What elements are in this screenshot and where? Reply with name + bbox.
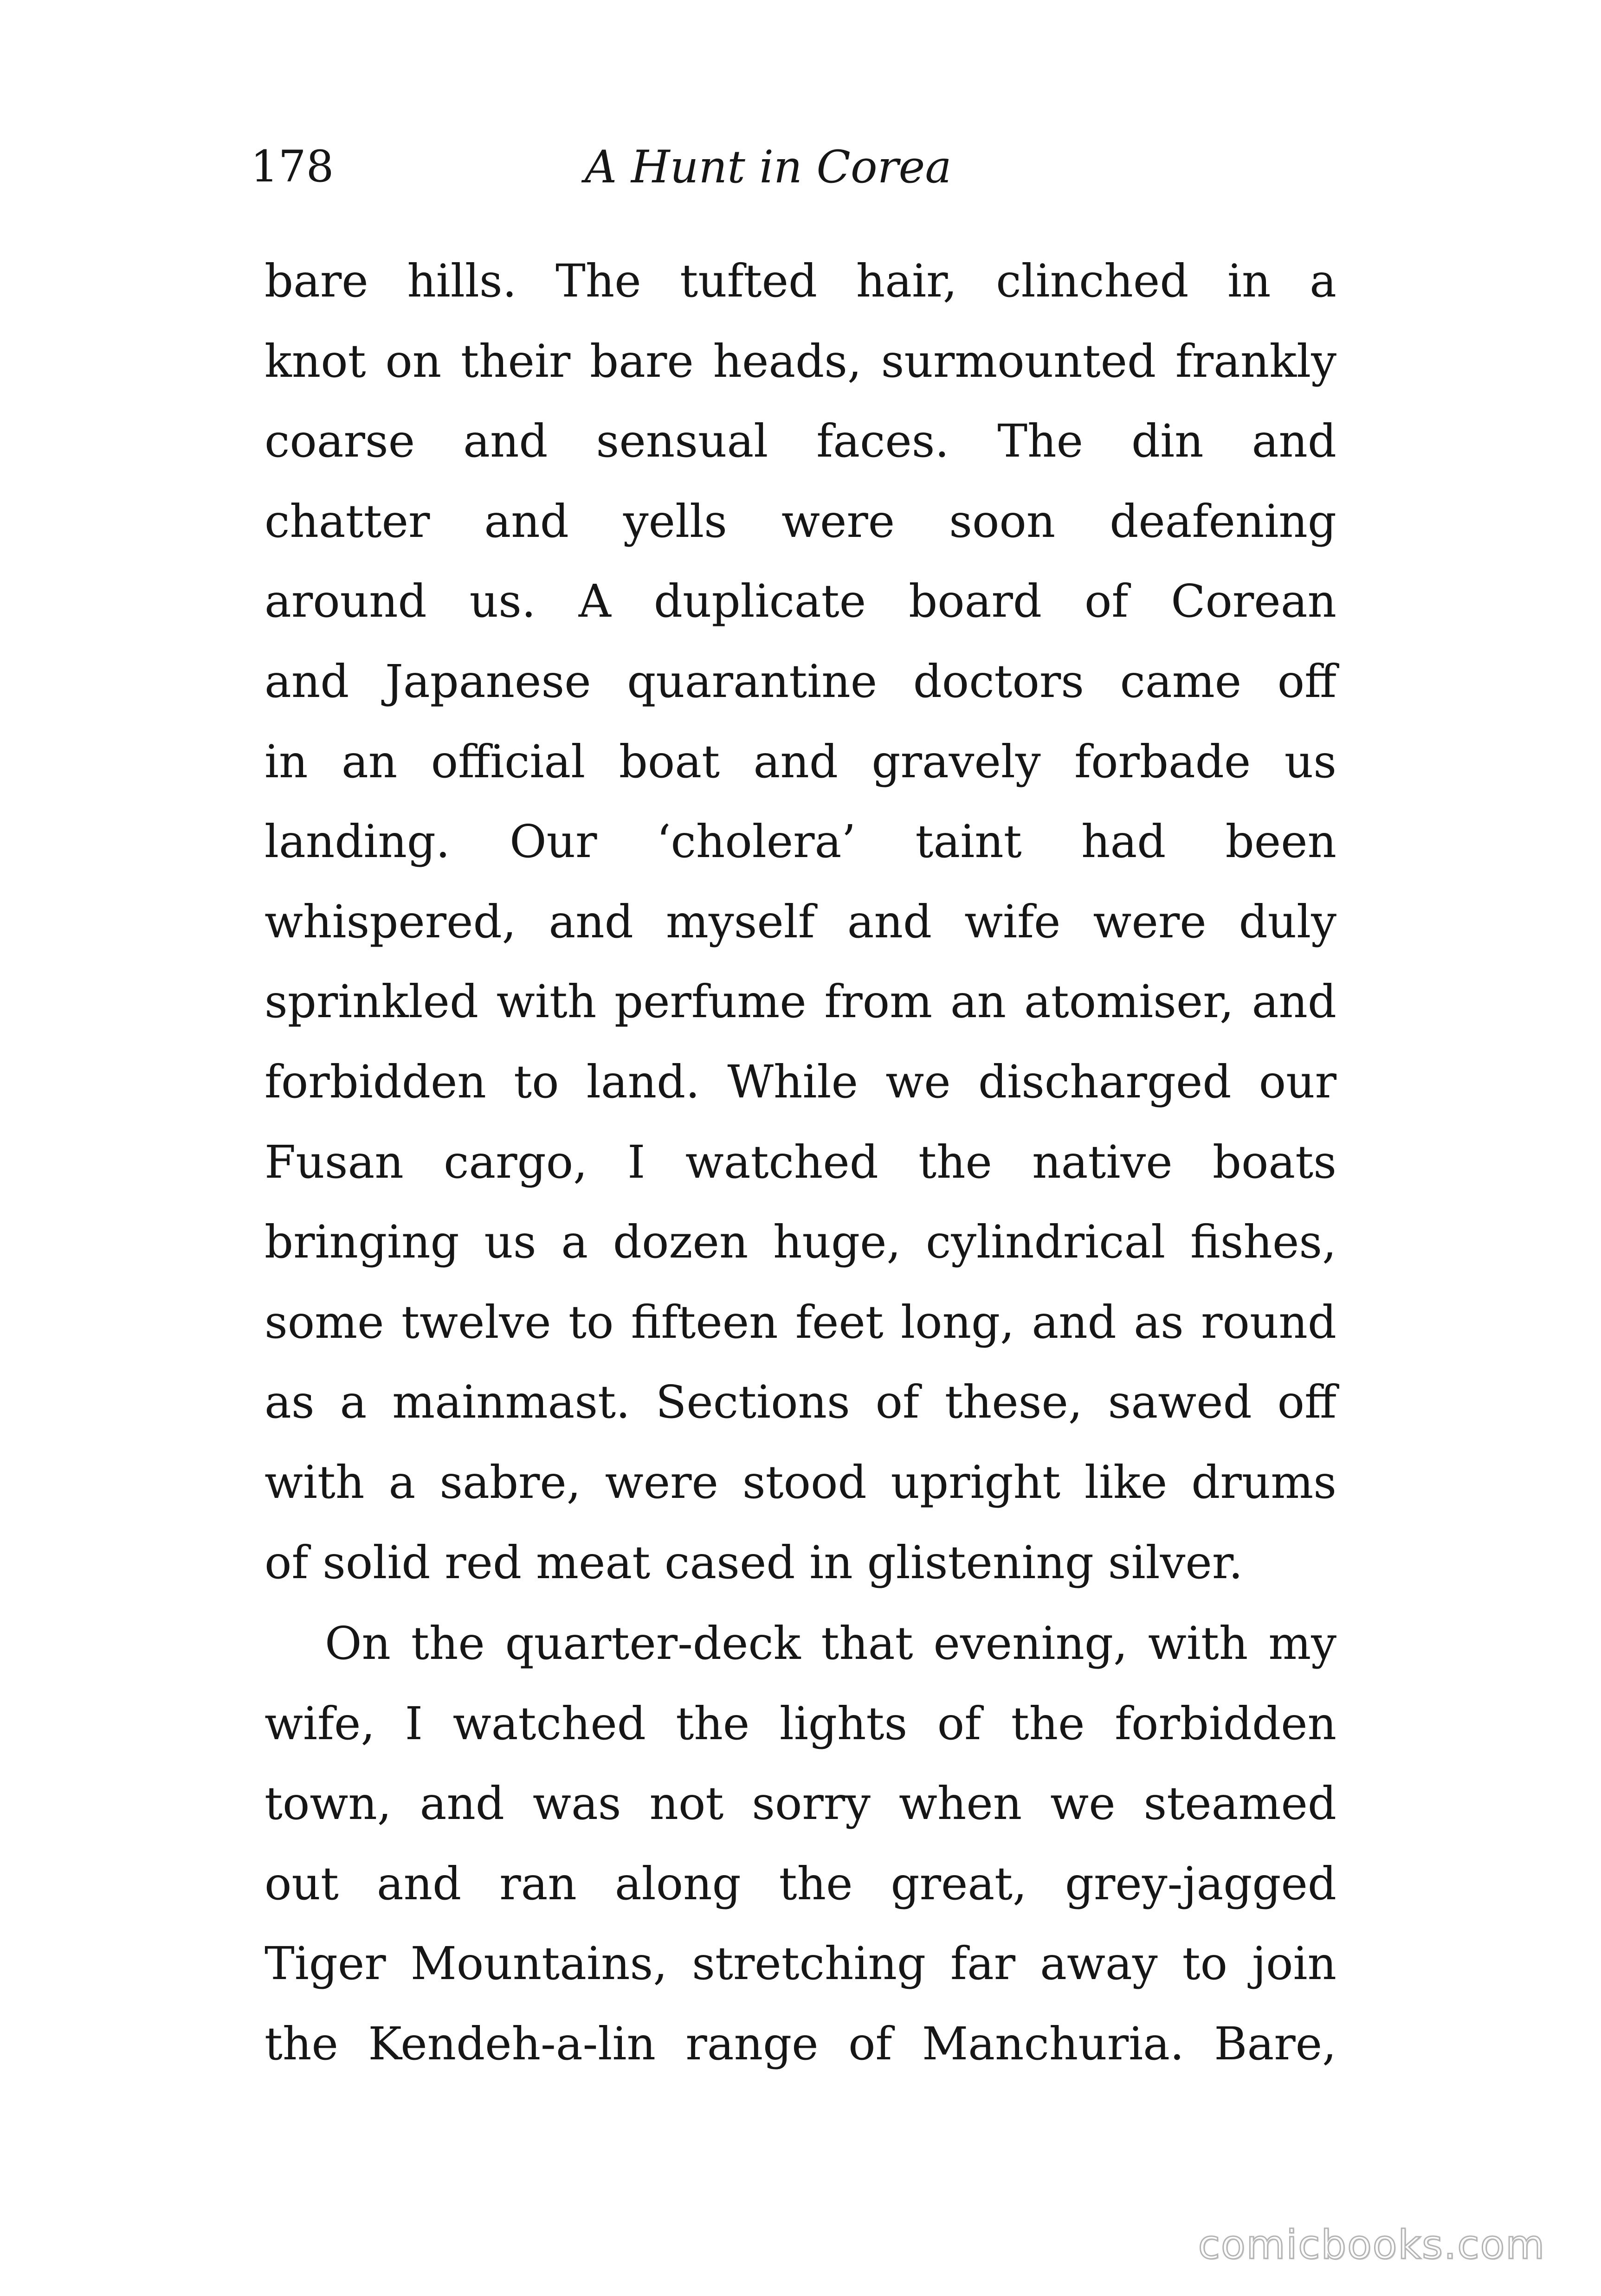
text-line: On the quarter-deck that evening, with my: [325, 1617, 1336, 1670]
text-line: in an official boat and gravely forbade us: [265, 735, 1336, 788]
text-line: bringing us a dozen huge, cylindrical fishes,: [265, 1216, 1336, 1269]
text-line: as a mainmast. Sections of these, sawed off: [265, 1376, 1336, 1429]
text-line: with a sabre, were stood upright like drums: [265, 1456, 1336, 1509]
text-line: Fusan cargo, I watched the native boats: [265, 1135, 1336, 1188]
text-line: some twelve to fifteen feet long, and as round: [265, 1296, 1336, 1348]
paragraph: [265, 1604, 1336, 2084]
text-line: forbidden to land. While we discharged our: [265, 1055, 1336, 1108]
text-line: coarse and sensual faces. The din and: [265, 415, 1336, 468]
text-line: wife, I watched the lights of the forbidden: [265, 1697, 1336, 1750]
running-title: A Hunt in Corea: [585, 141, 952, 193]
text-line: knot on their bare heads, surmounted frankly: [265, 335, 1336, 387]
text-line: bare hills. The tufted hair, clinched in a: [265, 255, 1336, 307]
text-line: sprinkled with perfume from an atomiser, and: [265, 975, 1336, 1028]
text-line: town, and was not sorry when we steamed: [265, 1777, 1336, 1830]
text-line: chatter and yells were soon deafening: [265, 495, 1336, 548]
page-number: 178: [251, 142, 334, 192]
paragraph: [265, 241, 1336, 1603]
text-line: the Kendeh-a-lin range of Manchuria. Bare,: [265, 2018, 1336, 2070]
text-line: out and ran along the great, grey-jagged: [265, 1857, 1336, 1910]
text-line: Tiger Mountains, stretching far away to join: [265, 1937, 1336, 1990]
page-header: [251, 139, 1341, 195]
watermark: comicbooks.com: [1198, 2222, 1545, 2268]
text-line: around us. A duplicate board of Corean: [265, 575, 1336, 628]
text-line: and Japanese quarantine doctors came off: [265, 655, 1336, 708]
text-line: landing. Our ‘cholera’ taint had been: [265, 815, 1336, 868]
text-line: of solid red meat cased in glistening silver.: [265, 1536, 1243, 1589]
body-text: [265, 241, 1336, 2084]
text-line: whispered, and myself and wife were duly: [265, 895, 1336, 948]
